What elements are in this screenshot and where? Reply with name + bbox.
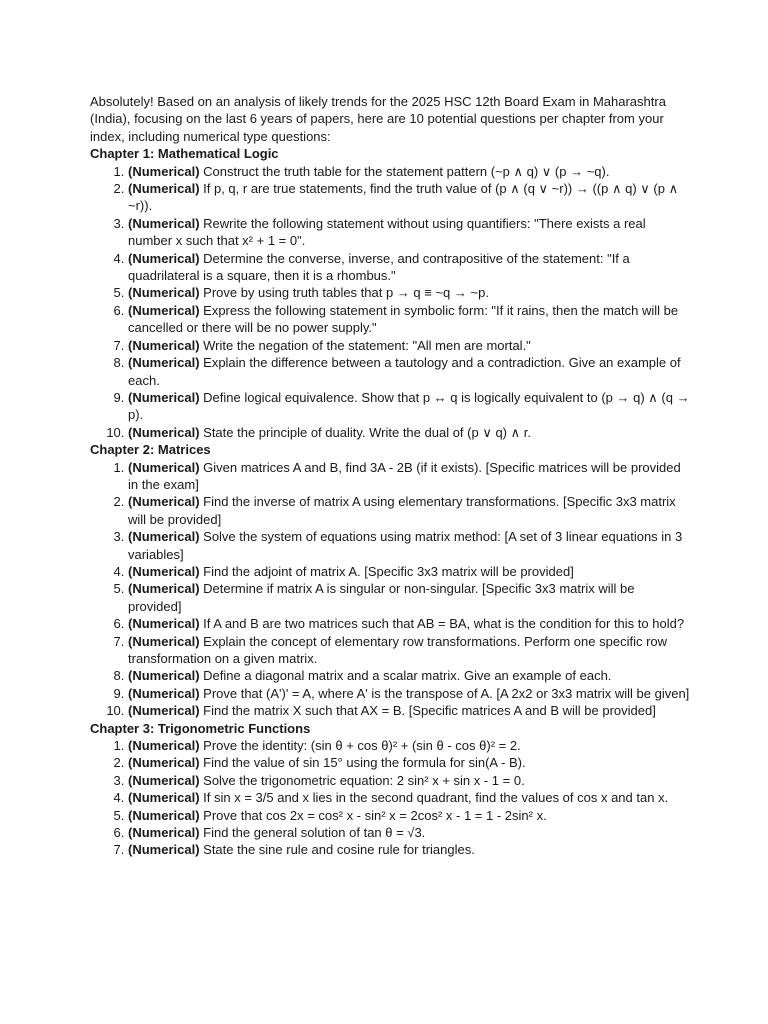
question-text: Define a diagonal matrix and a scalar matrix. Give an example of each. — [199, 668, 612, 684]
question-text: Find the value of sin 15° using the formula for sin(A - B). — [199, 755, 526, 771]
question-type-tag: (Numerical) — [128, 250, 200, 266]
question-item — [128, 615, 690, 632]
question-item — [128, 807, 690, 824]
question-type-tag: (Numerical) — [128, 616, 200, 632]
question-text: Prove by using truth tables that p → q ≡ ~q → ~p. — [199, 285, 489, 301]
question-type-tag: (Numerical) — [128, 685, 200, 701]
question-text: If p, q, r are true statements, find the truth value of (p ∧ (q ∨ ~r)) → ((p ∧ q) ∨ (p ∧ ~r)). — [128, 181, 679, 214]
question-item — [128, 563, 690, 580]
question-text: Prove the identity: (sin θ + cos θ)² + (sin θ - cos θ)² = 2. — [199, 738, 521, 754]
question-item — [128, 302, 690, 337]
question-text: State the principle of duality. Write the dual of (p ∨ q) ∧ r. — [199, 424, 531, 440]
question-type-tag: (Numerical) — [128, 842, 200, 858]
question-type-tag: (Numerical) — [128, 563, 200, 579]
question-text: If A and B are two matrices such that AB = BA, what is the condition for this to hold? — [199, 616, 685, 632]
chapter-heading: Chapter 3: Trigonometric Functions — [90, 720, 311, 736]
question-type-tag: (Numerical) — [128, 424, 200, 440]
question-text: Find the matrix X such that AX = B. [Specific matrices A and B will be provided] — [199, 703, 656, 719]
question-item — [128, 284, 690, 301]
question-item — [128, 824, 690, 841]
intro-paragraph: Absolutely! Based on an analysis of likely trends for the 2025 HSC 12th Board Exam in Maharashtra (India), focusing on the last 6 years of papers, here are 10 potential questions per chapter from your index, including numerical type questions: — [90, 94, 666, 144]
question-item — [128, 633, 690, 668]
question-item — [128, 389, 690, 424]
question-item — [128, 685, 690, 702]
question-text: Given matrices A and B, find 3A - 2B (if it exists). [Specific matrices will be provided in the exam] — [128, 459, 681, 492]
question-text: Construct the truth table for the statement pattern (~p ∧ q) ∨ (p → ~q). — [199, 163, 610, 179]
question-type-tag: (Numerical) — [128, 755, 200, 771]
question-type-tag: (Numerical) — [128, 790, 200, 806]
question-item — [128, 841, 690, 858]
chapter-heading: Chapter 1: Mathematical Logic — [90, 146, 279, 162]
question-text: Prove that (A')' = A, where A' is the transpose of A. [A 2x2 or 3x3 matrix will be given] — [199, 685, 690, 701]
question-item — [128, 789, 690, 806]
question-text: Determine if matrix A is singular or non-singular. [Specific 3x3 matrix will be provided] — [128, 581, 635, 614]
question-text: Find the inverse of matrix A using elementary transformations. [Specific 3x3 matrix will be provided] — [128, 494, 676, 527]
question-item — [128, 250, 690, 285]
question-type-tag: (Numerical) — [128, 181, 200, 197]
question-text: Determine the converse, inverse, and contrapositive of the statement: "If a quadrilateral is a square, then it is a rhombus." — [128, 250, 630, 284]
question-item — [128, 702, 690, 719]
question-text: Solve the system of equations using matrix method: [A set of 3 linear equations in 3 variables] — [128, 529, 683, 562]
question-item — [128, 737, 690, 754]
question-type-tag: (Numerical) — [128, 738, 200, 754]
question-item — [128, 354, 690, 389]
question-text: Explain the difference between a tautology and a contradiction. Give an example of each. — [128, 355, 681, 388]
question-type-tag: (Numerical) — [128, 703, 200, 719]
question-type-tag: (Numerical) — [128, 355, 200, 371]
question-text: Explain the concept of elementary row transformations. Perform one specific row transformation on a given matrix. — [128, 633, 668, 666]
question-type-tag: (Numerical) — [128, 633, 200, 649]
question-item — [128, 528, 690, 563]
question-text: Define logical equivalence. Show that p ↔ q is logically equivalent to (p → q) ∧ (q → p). — [128, 389, 690, 423]
question-type-tag: (Numerical) — [128, 529, 200, 545]
question-item — [128, 163, 690, 180]
question-text: Prove that cos 2x = cos² x - sin² x = 2cos² x - 1 = 1 - 2sin² x. — [199, 807, 547, 823]
question-list — [90, 737, 690, 859]
question-text: Express the following statement in symbolic form: "If it rains, then the match will be cancelled or there will be no power supply." — [128, 302, 679, 336]
question-item — [128, 337, 690, 354]
question-item — [128, 580, 690, 615]
question-text: Write the negation of the statement: "All men are mortal." — [199, 337, 531, 353]
question-item — [128, 754, 690, 771]
question-list — [90, 163, 690, 442]
question-item — [128, 180, 690, 215]
question-text: Rewrite the following statement without using quantifiers: "There exists a real number x such that x² + 1 = 0". — [128, 215, 646, 249]
question-list — [90, 459, 690, 720]
question-text: Find the general solution of tan θ = √3. — [199, 825, 426, 841]
question-type-tag: (Numerical) — [128, 215, 200, 231]
question-type-tag: (Numerical) — [128, 285, 200, 301]
question-type-tag: (Numerical) — [128, 807, 200, 823]
question-type-tag: (Numerical) — [128, 494, 200, 510]
question-item — [128, 459, 690, 494]
question-type-tag: (Numerical) — [128, 668, 200, 684]
question-text: If sin x = 3/5 and x lies in the second quadrant, find the values of cos x and tan x. — [199, 790, 669, 806]
question-type-tag: (Numerical) — [128, 581, 200, 597]
question-type-tag: (Numerical) — [128, 825, 200, 841]
chapter-heading: Chapter 2: Matrices — [90, 442, 211, 458]
question-type-tag: (Numerical) — [128, 459, 200, 475]
question-item — [128, 667, 690, 684]
question-item — [128, 772, 690, 789]
question-type-tag: (Numerical) — [128, 302, 200, 318]
question-text: Solve the trigonometric equation: 2 sin² x + sin x - 1 = 0. — [199, 772, 525, 788]
question-item — [128, 424, 690, 441]
question-item — [128, 493, 690, 528]
question-text: State the sine rule and cosine rule for triangles. — [199, 842, 475, 858]
question-text: Find the adjoint of matrix A. [Specific 3x3 matrix will be provided] — [199, 563, 574, 579]
question-type-tag: (Numerical) — [128, 772, 200, 788]
question-type-tag: (Numerical) — [128, 337, 200, 353]
document-body — [90, 93, 690, 859]
question-type-tag: (Numerical) — [128, 389, 200, 405]
question-item — [128, 215, 690, 250]
question-type-tag: (Numerical) — [128, 163, 200, 179]
chapter-list — [90, 145, 690, 859]
